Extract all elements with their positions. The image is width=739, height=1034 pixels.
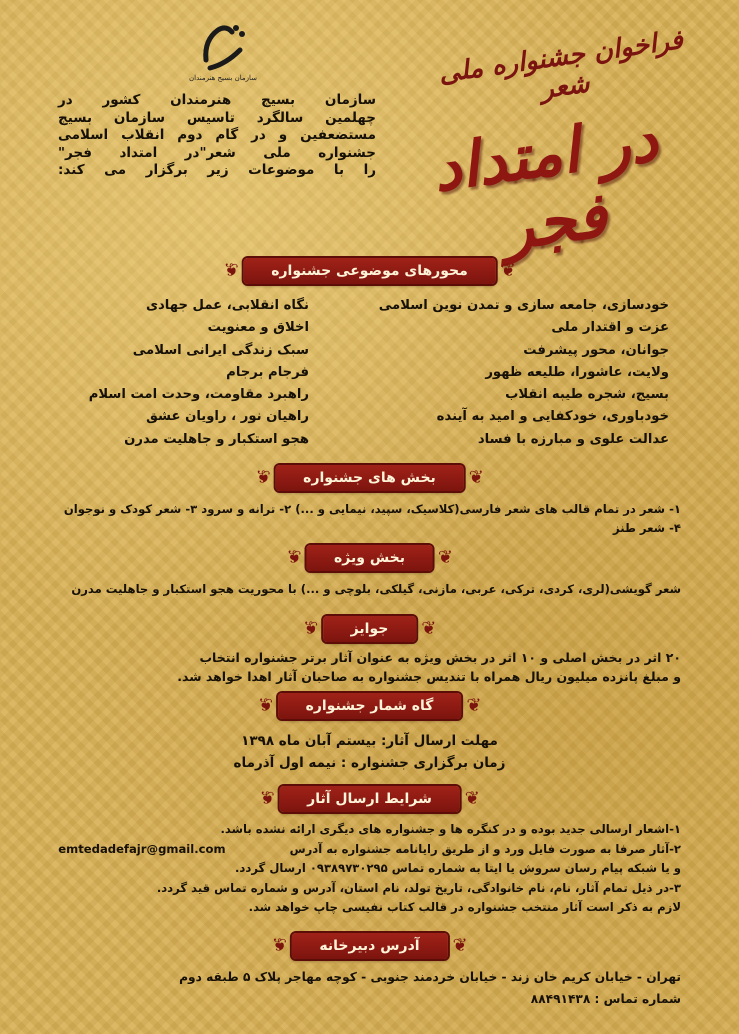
topic-item: جوانان، محور پیشرفت: [523, 342, 669, 358]
topic-item: بسیج، شجره طیبه انقلاب: [505, 387, 669, 403]
intro-line: مستضعفین و در گام دوم انقلاب اسلامی: [58, 127, 376, 144]
section-banner-special: ❦ بخش ویژه ❦: [306, 545, 433, 571]
topics-left-column: [89, 295, 309, 451]
section-banner-schedule: ❦ گاه شمار جشنواره ❦: [278, 693, 462, 719]
section-banner-parts: ❦ بخش های جشنواره ❦: [275, 465, 464, 491]
address-line: تهران - خیابان کریم خان زند - خیابان خردمند جنوبی - کوچه مهاجر پلاک ۵ طبقه دوم: [179, 970, 681, 984]
topic-item: نگاه انقلابی، عمل جهادی: [145, 298, 309, 313]
intro-line: چهلمین سالگرد تاسیس سازمان بسیج: [58, 109, 376, 126]
intro-line: را با موضوعات زیر برگزار می کند:: [58, 162, 376, 179]
section-banner-prizes: ❦ جوایز ❦: [323, 616, 417, 642]
topics-right-column: [379, 295, 669, 451]
intro-line: سازمان بسیج هنرمندان کشور در: [58, 92, 376, 108]
topic-item: عزت و اقتدار ملی: [551, 320, 669, 336]
conditions-line: لازم به ذکر است آثار منتخب جشنواره در قالب کتاب نفیسی چاپ خواهد شد.: [248, 900, 681, 914]
conditions-line: و یا شبکه پیام رسان سروش یا ایتا به شماره تماس ۰۹۳۸۹۷۳۰۲۹۵ ارسال گردد.: [235, 861, 681, 875]
conditions-line: [56, 840, 681, 860]
topic-item: اخلاق و معنویت: [207, 320, 309, 336]
section-banner-address: ❦ آدرس دبیرخانه ❦: [291, 933, 447, 959]
section-banner-topics: ❦ محورهای موضوعی جشنواره ❦: [243, 258, 496, 284]
intro-paragraph: [58, 92, 376, 180]
conditions-line-text: ۲-آثار صرفا به صورت فایل ورد و از طریق رایانامه جشنواره به آدرس: [289, 841, 681, 856]
prizes-line: ۲۰ اثر در بخش اصلی و ۱۰ اثر در بخش ویژه به عنوان آثار برتر جشنواره انتخاب: [199, 650, 681, 665]
topic-item: هجو استکبار و جاهلیت مدرن: [124, 431, 309, 447]
topic-item: خودباوری، خودکفایی و امید به آینده: [436, 409, 669, 425]
phone-line: شماره تماس : ۸۸۴۹۱۴۳۸: [530, 992, 681, 1006]
topic-item: ولایت، عاشورا، طلیعه ظهور: [485, 364, 669, 380]
topic-item: سبک زندگی ایرانی اسلامی: [132, 342, 309, 358]
conditions-text: [56, 820, 681, 918]
schedule-line: مهلت ارسال آثار: بیستم آبان ماه ۱۳۹۸: [241, 733, 498, 749]
topic-item: راهبرد مقاومت، وحدت امت اسلام: [88, 387, 309, 403]
schedule-line: زمان برگزاری جشنواره : نیمه اول آذرماه: [233, 755, 506, 771]
poster-subtitle: فراخوان جشنواره ملی شعر: [436, 25, 685, 106]
prizes-line: و مبلغ پانزده میلیون ریال همراه با تندیس جشنواره به صاحبان آثار اهدا خواهد شد.: [177, 669, 681, 684]
section-banner-conditions: ❦ شرایط ارسال آثار ❦: [279, 786, 460, 812]
topic-item: خودسازی، جامعه سازی و تمدن نوین اسلامی: [378, 298, 669, 313]
conditions-line: ۳-در ذیل تمام آثار، نام، نام خانوادگی، تاریخ تولد، نام استان، آدرس و شماره تماس قید گردد.: [156, 880, 681, 895]
topic-item: فرجام برجام: [226, 364, 309, 380]
poster-title: در امتداد فجر: [428, 101, 662, 265]
topic-item: راهیان نور ، راویان عشق: [146, 409, 309, 425]
email-link[interactable]: emtedadefajr@gmail.com: [58, 841, 226, 856]
schedule-text: [0, 730, 739, 774]
special-text: [56, 580, 681, 599]
intro-line: جشنواره ملی شعر"در امتداد فجر": [58, 144, 376, 161]
address-text: [56, 966, 681, 1010]
parts-text: [56, 500, 681, 538]
parts-line: ۱- شعر در تمام قالب های شعر فارسی(کلاسیک، سپید، نیمایی و ...) ۲- ترانه و سرود ۳- شعر کودک و نوجوان: [63, 502, 681, 516]
topic-item: عدالت علوی و مبارزه با فساد: [477, 431, 669, 447]
conditions-line: ۱-اشعار ارسالی جدید بوده و در کنگره ها و جشنواره های دیگری ارائه نشده باشد.: [220, 822, 681, 836]
logo-caption: سازمان بسیج هنرمندان: [189, 74, 257, 82]
parts-line: ۴- شعر طنز: [613, 521, 681, 535]
special-line: شعر گویشی(لری، کردی، ترکی، عربی، مازنی، گیلکی، بلوچی و ...) با محوریت هجو استکبار و جاهلیت مدرن: [71, 582, 681, 596]
prizes-text: [56, 648, 681, 686]
